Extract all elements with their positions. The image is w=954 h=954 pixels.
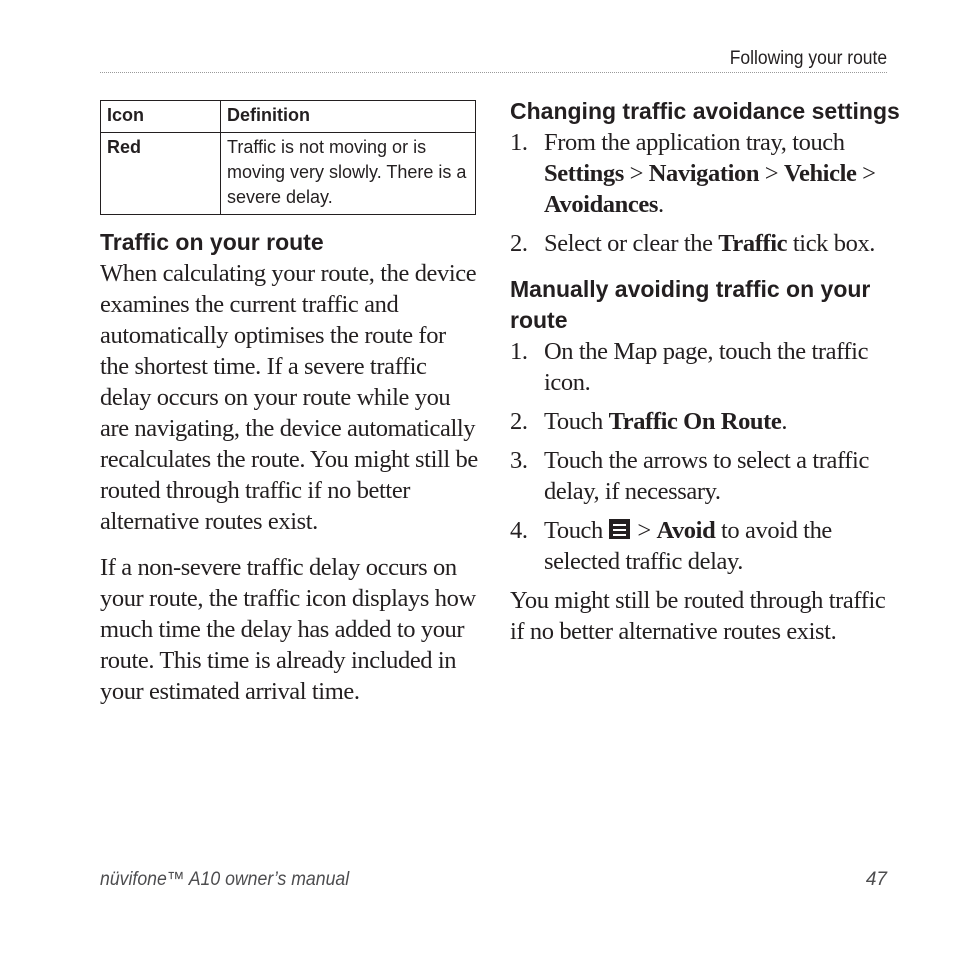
table-header-definition: Definition <box>221 101 476 133</box>
footer-manual-title: nüvifone™ A10 owner’s manual <box>100 869 350 890</box>
section-heading-manual-avoid: Manually avoiding traffic on your route <box>510 276 871 333</box>
table-header-icon: Icon <box>101 101 221 133</box>
section-heading-changing-avoidance: Changing traffic avoidance settings <box>510 98 900 124</box>
step-number: 2. <box>510 408 528 435</box>
table-cell-icon: Red <box>101 133 221 215</box>
manual-avoid-steps <box>510 336 900 577</box>
avoidances-menu-label: Avoidances <box>544 191 658 218</box>
right-column <box>510 96 900 647</box>
step-number: 2. <box>510 230 528 257</box>
section-heading-traffic-on-route: Traffic on your route <box>100 229 324 255</box>
step-number: 3. <box>510 447 528 474</box>
paragraph-non-severe-delay: If a non-severe traffic delay occurs on your route, the traffic icon displays how much time the delay has added to your route. This time is already included in your estimated arrival time. <box>100 554 476 705</box>
icon-definition-table <box>100 100 476 215</box>
traffic-tickbox-label: Traffic <box>718 230 788 257</box>
settings-menu-label: Settings <box>544 160 624 187</box>
menu-icon <box>609 519 630 539</box>
list-item: 4. Touch > Avoid to avoid the selected traffic delay. <box>510 517 832 575</box>
paragraph-route-calculation: When calculating your route, the device examines the current traffic and automatically optimises the route for the shortest time. If a severe traffic delay occurs on your route while you are navigating, the device automatically recalculates the route. You might still be routed through traffic if no better alternative routes exist. <box>100 260 478 535</box>
step-number: 1. <box>510 129 528 156</box>
step-number: 1. <box>510 338 528 365</box>
list-item: 3. Touch the arrows to select a traffic delay, if necessary. <box>510 447 869 505</box>
table-header-row <box>101 101 476 133</box>
changing-avoidance-steps <box>510 127 900 259</box>
table-row <box>101 133 476 215</box>
paragraph-routing-note: You might still be routed through traffic if no better alternative routes exist. <box>510 587 886 645</box>
running-header: Following your route <box>729 48 887 69</box>
traffic-on-route-label: Traffic On Route <box>608 408 782 435</box>
vehicle-menu-label: Vehicle <box>783 160 857 187</box>
header-divider <box>100 72 887 73</box>
list-item: 2. Select or clear the Traffic tick box. <box>510 230 876 257</box>
avoid-label: Avoid <box>656 517 716 544</box>
table-cell-definition: Traffic is not moving or is moving very slowly. There is a severe delay. <box>221 133 476 215</box>
navigation-menu-label: Navigation <box>648 160 760 187</box>
list-item: 1. From the application tray, touch Settings > Navigation > Vehicle > Avoidances. <box>510 129 876 218</box>
list-item: 1. On the Map page, touch the traffic icon. <box>510 338 869 396</box>
left-column <box>100 100 478 707</box>
list-item: 2. Touch Traffic On Route. <box>510 408 788 435</box>
step-number: 4. <box>510 517 528 544</box>
page-number: 47 <box>865 869 887 890</box>
